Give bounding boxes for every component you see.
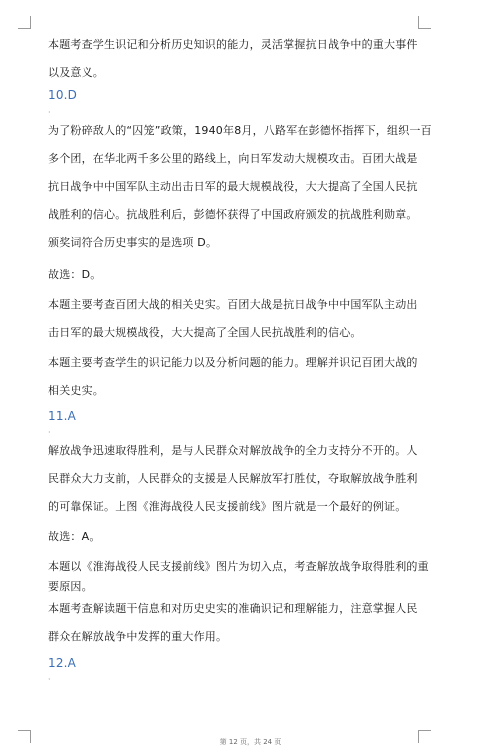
text-line: 民群众大力支前，人民群众的支援是人民解放军打胜仗，夺取解放战争胜利: [48, 472, 418, 485]
crop-mark-top-left: [18, 16, 31, 29]
text-line: 抗日战争中中国军队主动出击日军的最大规模战役，大大提高了全国人民抗: [48, 180, 418, 193]
text-line: 要原因。: [48, 580, 93, 593]
text-line: 相关史实。: [48, 384, 104, 397]
text-line: 击日军的最大规模战役，大大提高了全国人民抗战胜利的信心。: [48, 326, 362, 339]
text-line: 多个团，在华北两千多公里的路线上，向日军发动大规模攻击。百团大战是: [48, 152, 418, 165]
text-line: 本题考查解读题干信息和对历史史实的准确识记和理解能力，注意掌握人民: [48, 602, 418, 615]
text-line: 本题考查学生识记和分析历史知识的能力，灵活掌握抗日战争中的重大事件: [48, 38, 418, 51]
crop-mark-top-right: [418, 16, 431, 29]
text-line: 解放战争迅速取得胜利，是与人民群众对解放战争的全力支持分不开的。人: [48, 444, 418, 457]
text-line: 为了粉碎敌人的“囚笼”政策，1940年8月，八路军在彭德怀指挥下，组织一百: [48, 124, 432, 137]
text-line: 本题主要考查学生的识记能力以及分析问题的能力。理解并识记百团大战的: [48, 356, 418, 369]
question-number: 10.D: [48, 88, 78, 102]
page-footer: 第 12 页，共 24 页: [219, 738, 282, 746]
text-line: 本题以《淮海战役人民支援前线》图片为切入点，考查解放战争取得胜利的重: [48, 560, 429, 573]
text-line: 群众在解放战争中发挥的重大作用。: [48, 630, 228, 643]
question-number: 12.A: [48, 656, 77, 670]
text-line: 故选：D。: [48, 268, 102, 281]
text-line: 战胜利的信心。抗战胜利后，彭德怀获得了中国政府颁发的抗战胜利勋章。: [48, 208, 418, 221]
text-line: 的可靠保证。上图《淮海战役人民支援前线》图片就是一个最好的例证。: [48, 500, 407, 513]
text-line: 本题主要考查百团大战的相关史实。百团大战是抗日战争中中国军队主动出: [48, 298, 418, 311]
paragraph-mark: ·: [48, 675, 51, 684]
text-line: 颁奖词符合历史事实的是选项 D。: [48, 236, 218, 249]
text-line: 故选：A。: [48, 530, 101, 543]
question-number: 11.A: [48, 409, 77, 423]
text-line: 以及意义。: [48, 66, 104, 79]
paragraph-mark: ·: [48, 108, 51, 117]
paragraph-mark: ·: [48, 428, 51, 437]
